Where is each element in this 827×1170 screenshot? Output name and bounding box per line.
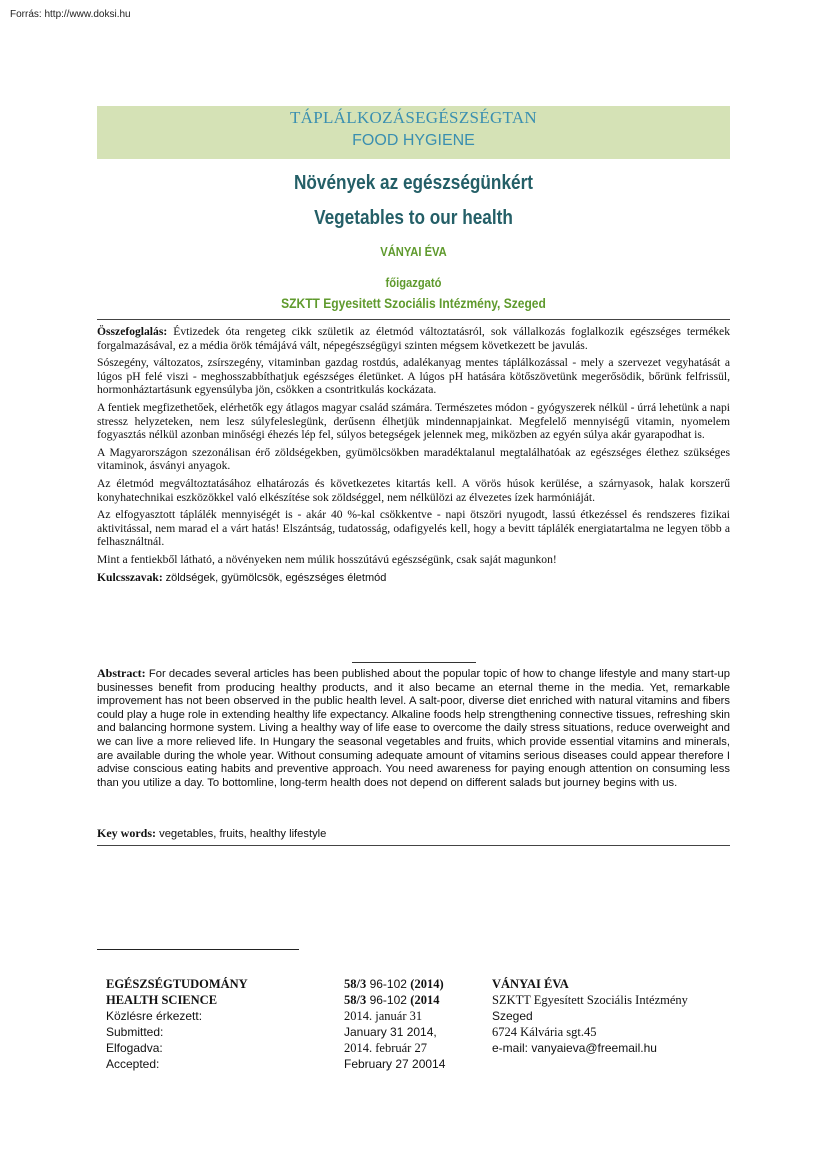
summary-paragraph: Az életmód megváltoztatásához elhatározás és következetes kitartás kell. A vörös húsok kerülése, a szárnyasok, halak korszerű konyhatechnikai eszközökkel való elkészítése sok zöldséggel, nem nélkülözi az élvezetes ízek harmóniáját.	[97, 476, 730, 504]
paper-title-en: Vegetables to our health	[314, 207, 513, 229]
keywords-en	[97, 826, 326, 841]
summary-paragraph: A fentiek megfizethetőek, elérhetők egy átlagos magyar család számára. Természetes módon - gyógyszerek nélkül - úrrá lehetünk a napi stressz helyzeteken, nem lesz súlyfeleslegünk, derűsenn élhetjük mindennapjainkat. Megfelelő mennyiségű vitamin, nyomelem fogyasztás nélkül azonban minőségi éhezés lép fel, súlyos betegségek jelennek meg, miközben az egyén súlya akár gyarapodhat is.	[97, 400, 730, 442]
footer-author-name: VÁNYAI ÉVA	[492, 977, 569, 991]
bottom-rule	[97, 845, 730, 846]
source-url: Forrás: http://www.doksi.hu	[10, 9, 131, 20]
summary-paragraph: Sószegény, változatos, zsírszegény, vitaminban gazdag rostdús, adalékanyag mentes táplálkozással - mely a szervezet vegyhatását a lúgos pH felé viszi - meghosszabbíthatjuk egészséges életünket. A lúgos pH hatására kötőszövetünk megerősödik, bőrünk felfrissül, hormonháztartásunk egyensúlyba jön, csökken a csontritkulás kockázata.	[97, 356, 730, 397]
date-accepted-en: February 27 20014	[344, 1057, 446, 1071]
summary-label: Összefoglalás:	[97, 325, 168, 338]
author-role: főigazgató	[385, 275, 442, 290]
summary-paragraph: Az elfogyasztott táplálék mennyiségét is - akár 40 %-kal csökkentve - napi ötszöri nyugodt, lassú étkezéssel és rendszeres fizikai aktivitással, nem marad el a várt hatás! Elszántság, tudatosság, odafigyelés kell, hogy a bevitt táplálék energiatartalma ne legyen több a felhasználtnál.	[97, 508, 730, 549]
received-label-en: Submitted:	[106, 1025, 164, 1039]
section-banner	[97, 106, 730, 159]
date-accepted-hu: 2014. február 27	[344, 1041, 427, 1055]
footer-address: 6724 Kálvária sgt.45	[492, 1025, 597, 1039]
volume-line: 58/3 96-102 (2014)	[344, 977, 444, 991]
paper-title-hu: Növények az egészségünkért	[294, 172, 533, 194]
keywords-hu-label: Kulcsszavak:	[97, 570, 163, 584]
abstract-label: Abstract:	[97, 666, 146, 680]
section-title-en: FOOD HYGIENE	[352, 132, 475, 149]
accepted-label-en: Accepted:	[106, 1057, 160, 1071]
summary-hu	[97, 325, 730, 589]
keywords-en-label: Key words:	[97, 826, 156, 840]
abstract-text: For decades several articles has been published about the popular topic of how to change lifestyle and many start-up businesses benefit from producing healthy products, and it also became an eternal theme in the media. Yet, remarkable improvement has not been observed in the public health level. A salt-poor, diverse diet enriched with natural vitamins and fibers could play a huge role in extending healthy life expectancy. Alkaline foods help strengthening connective tissues, refreshing skin and balancing hormone system. Living a healthy way of life ease to overcome the daily stress situations, reduce overweight and we can live a more relieved life. In Hungary the seasonal vegetables and fruits, which provide essential vitamins and minerals, are available during the whole year. Without consuming adequate amount of vitamins serious diseases could appear therefore I advise conscious eating habits and preventive approach. You need awareness for paying enough attention on consuming less than you utilize a day. To bottomline, long-term health does not depend on different salads but journey begins with us.	[97, 668, 730, 789]
footnote-rule	[97, 949, 299, 950]
keywords-hu-text: zöldségek, gyümölcsök, egészséges életmód	[165, 571, 387, 584]
author-institution: SZKTT Egyesitett Szociális Intézmény, Szeged	[281, 295, 546, 311]
summary-paragraph: Mint a fentiekből látható, a növényeken nem múlik hosszútávú egészségünk, csak saját magunkon!	[97, 552, 557, 566]
keywords-en-text: vegetables, fruits, healthy lifestyle	[159, 828, 327, 840]
footer-institution: SZKTT Egyesített Szociális Intézmény	[492, 993, 688, 1007]
footer-journal	[106, 976, 248, 1072]
footer-email: e-mail: vanyaieva@freemail.hu	[492, 1041, 657, 1055]
section-title-hu: TÁPLÁLKOZÁSEGÉSZSÉGTAN	[289, 108, 537, 127]
date-received-hu: 2014. január 31	[344, 1009, 423, 1023]
volume-line: 58/3 96-102 (2014	[344, 993, 440, 1007]
footer-city: Szeged	[492, 1009, 533, 1023]
author-name: VÁNYAI ÉVA	[380, 244, 447, 259]
date-received-en: January 31 2014,	[344, 1025, 437, 1039]
abstract-en	[97, 667, 730, 790]
separator-rule	[352, 662, 476, 663]
received-label-hu: Közlésre érkezett:	[106, 1009, 203, 1023]
summary-paragraph: A Magyarországon szezonálisan érő zöldségekben, gyümölcsökben maradéktalanul megtalálhatóak az egészséges élethez szükséges vitaminok, ásványi anyagok.	[97, 445, 730, 473]
footer-author	[492, 976, 688, 1056]
keywords-hu	[97, 571, 730, 586]
accepted-label-hu: Elfogadva:	[106, 1041, 163, 1055]
journal-name-hu: EGÉSZSÉGTUDOMÁNY	[106, 977, 248, 991]
summary-paragraph: Összefoglalás: Évtizedek óta rengeteg cikk születik az életmód változtatásról, sok vállalkozás foglalkozik egészséges termékek forgalmazásával, ez a média örök témájává vált, népegészségügyi szinten mégsem következett be javulás.	[97, 325, 730, 352]
journal-name-en: HEALTH SCIENCE	[106, 993, 218, 1007]
top-rule	[97, 319, 730, 320]
footer-dates	[344, 976, 445, 1072]
